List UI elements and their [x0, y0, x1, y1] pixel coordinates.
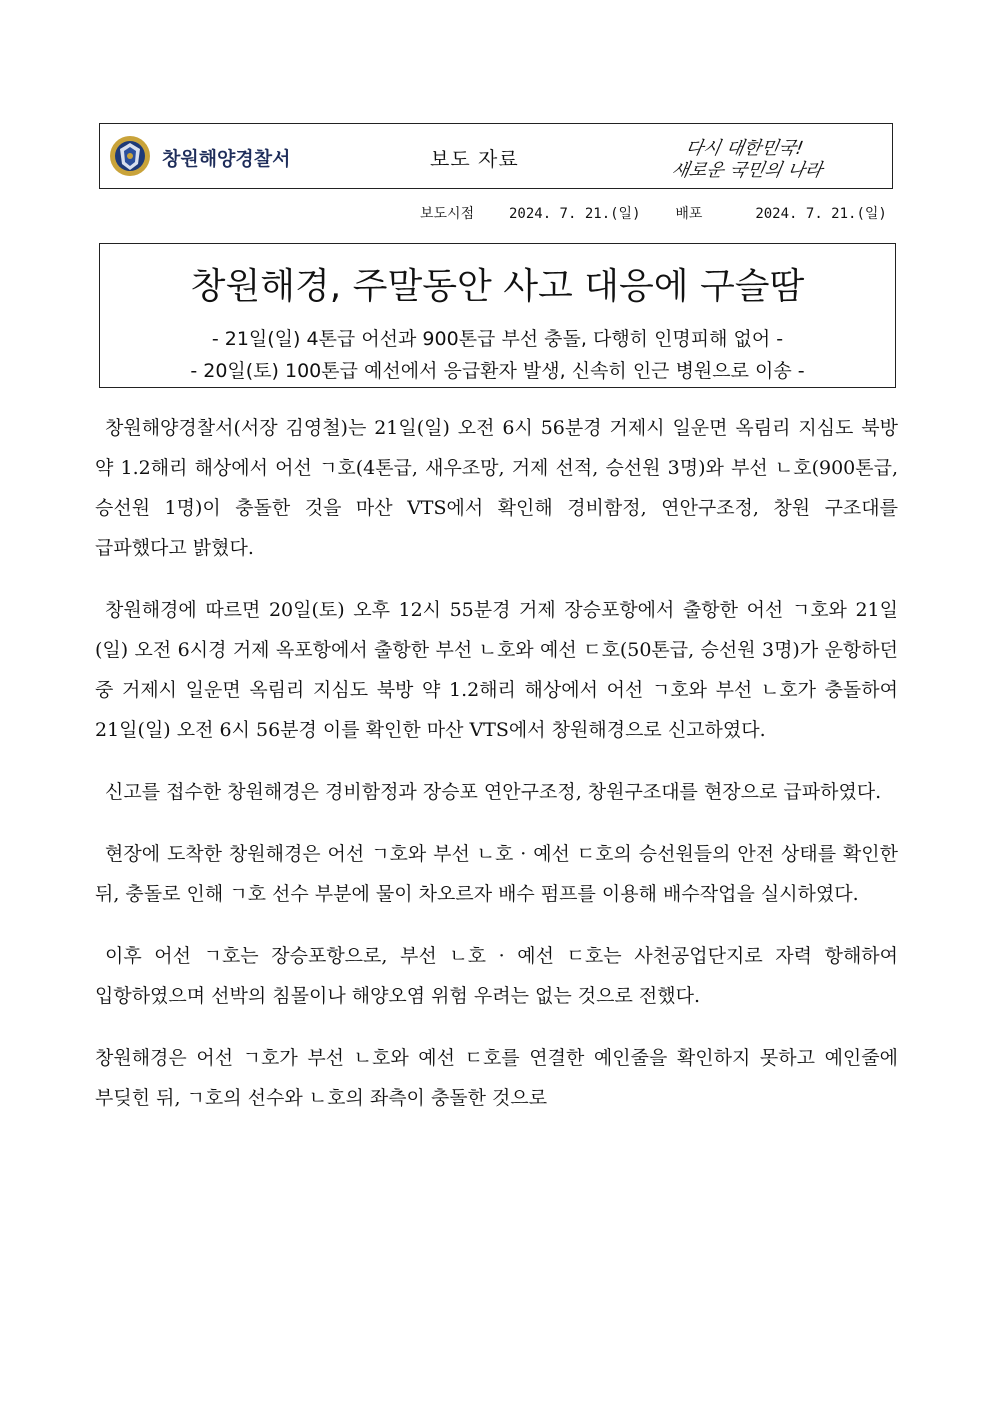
paragraph-6: 창원해경은 어선 ㄱ호가 부선 ㄴ호와 예선 ㄷ호를 연결한 예인줄을 확인하지 못하고 예인줄에 부딪힌 뒤, ㄱ호의 선수와 ㄴ호의 좌측이 충돌한 것으로 [95, 1047, 898, 1109]
slogan-line-1: 다시 대한민국! [683, 138, 805, 159]
article-body [95, 408, 898, 1140]
header-box [99, 123, 893, 189]
org-logo [108, 134, 328, 178]
paragraph-3: 신고를 접수한 창원해경은 경비함정과 장승포 연안구조정, 창원구조대를 현장으로 급파하였다. [105, 781, 882, 803]
paragraph-1: 창원해양경찰서(서장 김영철)는 21일(일) 오전 6시 56분경 거제시 일운면 옥림리 지심도 북방 약 1.2해리 해상에서 어선 ㄱ호(4톤급, 새우조망, 거제 선적, 승선원 3명)와 부선 ㄴ호(900톤급, 승선원 1명)이 충돌한 것을 마산 VTS에서 확인해 경비함정, 연안구조정, 창원 구조대를 급파했다고 밝혔다. [95, 417, 898, 559]
page-title: 창원해경, 주말동안 사고 대응에 구슬땀 [190, 266, 805, 307]
org-name: 창원해양경찰서 [162, 148, 291, 170]
title-box [99, 243, 896, 388]
subtitle-2: - 20일(토) 100톤급 예선에서 응급환자 발생, 신속히 인근 병원으로 이송 - [190, 360, 805, 382]
slogan [668, 130, 868, 184]
slogan-line-2: 새로운 국민의 나라 [669, 160, 825, 181]
distribution-label: 배포 [675, 206, 703, 222]
distribution-value: 2024. 7. 21.(일) [755, 206, 887, 222]
doc-type-label: 보도 자료 [430, 147, 519, 171]
paragraph-2: 창원해경에 따르면 20일(토) 오후 12시 55분경 거제 장승포항에서 출항한 어선 ㄱ호와 21일(일) 오전 6시경 거제 옥포항에서 출항한 부선 ㄴ호와 예선 ㄷ호(50톤급, 승선원 3명)가 운항하던 중 거제시 일운면 옥림리 지심도 북방 약 1.2해리 해상에서 어선 ㄱ호와 부선 ㄴ호가 충돌하여 21일(일) 오전 6시 56분경 이를 확인한 마산 VTS에서 창원해경으로 신고하였다. [95, 599, 898, 741]
paragraph-5: 이후 어선 ㄱ호는 장승포항으로, 부선 ㄴ호 · 예선 ㄷ호는 사천공업단지로 자력 항해하여 입항하였으며 선박의 침몰이나 해양오염 위험 우려는 없는 것으로 전했다. [95, 945, 898, 1007]
release-time-value: 2024. 7. 21.(일) [508, 206, 641, 222]
coast-guard-emblem-icon [108, 134, 152, 178]
paragraph-4: 현장에 도착한 창원해경은 어선 ㄱ호와 부선 ㄴ호 · 예선 ㄷ호의 승선원들의 안전 상태를 확인한 뒤, 충돌로 인해 ㄱ호 선수 부분에 물이 차오르자 배수 펌프를 이용해 배수작업을 실시하였다. [95, 843, 898, 905]
release-time-label: 보도시점 [420, 206, 475, 222]
subtitle-1: - 21일(일) 4톤급 어선과 900톤급 부선 충돌, 다행히 인명피해 없어 - [211, 328, 784, 350]
release-info [420, 203, 887, 223]
